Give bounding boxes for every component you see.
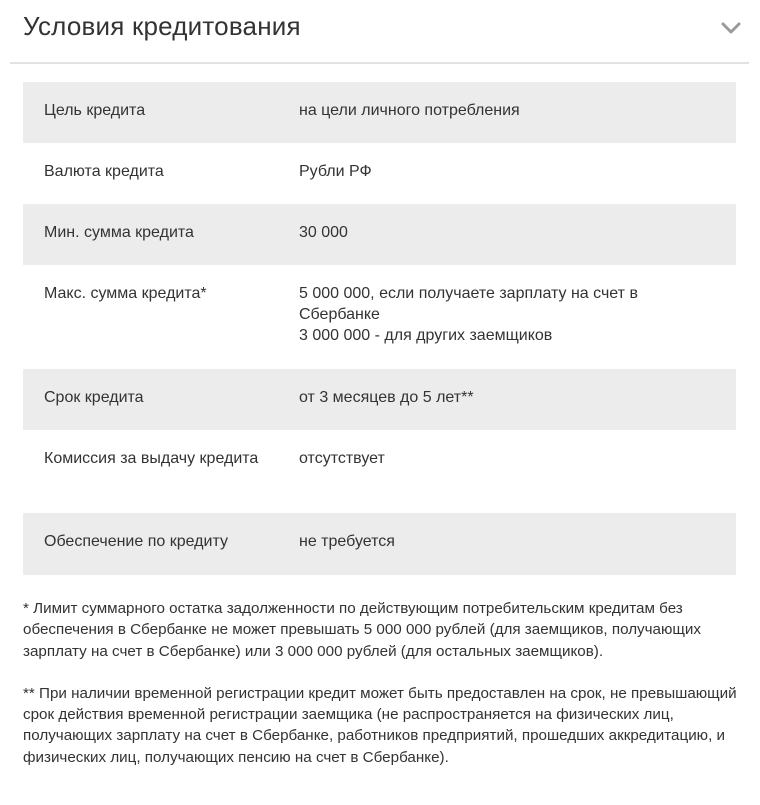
condition-value [299,448,719,469]
condition-value-line: 5 000 000, если получаете зарплату на счет в Сбербанке [299,285,638,323]
condition-row-term [23,369,736,430]
section-title: Условия кредитования [23,11,301,41]
condition-value [299,100,719,121]
condition-value [299,222,719,243]
chevron-down-icon[interactable] [721,20,741,36]
accordion-header[interactable] [10,0,749,64]
condition-label: Срок кредита [44,389,144,406]
footnotes [23,598,743,789]
condition-row-max-amount [23,265,736,369]
footnote-registration: ** При наличии временной регистрации кредит может быть предоставлен на срок, не превышающий срок действия временной регистрации заемщика (не распространяется на физических лиц, получающих зарплату на счет в Сбербанке, работников предприятий, прошедших аккредитацию, и физических лиц, получающих пенсию на счет в Сбербанке). [23,684,737,766]
condition-label: Цель кредита [44,102,146,119]
condition-row-purpose [23,82,736,143]
condition-value-line: Рубли РФ [299,163,372,180]
conditions-table [23,82,736,575]
condition-row-min-amount [23,204,736,265]
condition-value-line: от 3 месяцев до 5 лет** [299,389,474,406]
condition-value [299,161,719,182]
condition-label: Мин. сумма кредита [44,224,194,241]
condition-value-line: 3 000 000 - для других заемщиков [299,327,553,344]
condition-value [299,387,719,408]
condition-label: Валюта кредита [44,163,164,180]
condition-row-collateral [23,513,736,575]
condition-value-line: не требуется [299,533,395,550]
condition-value-line: на цели личного потребления [299,102,520,119]
condition-row-currency [23,143,736,204]
footnote-limit: * Лимит суммарного остатка задолженности по действующим потребительским кредитам без обеспечения в Сбербанке не может превышать 5 000 000 рублей (для заемщиков, получающих зарплату на счет в Сбербанке) или 3 000 000 рублей (для остальных заемщиков). [23,600,701,660]
condition-value [299,283,719,346]
condition-row-fee [23,430,736,513]
condition-label: Обеспечение по кредиту [44,533,228,550]
condition-label: Комиссия за выдачу кредита [44,450,259,467]
condition-label: Макс. сумма кредита* [44,285,207,302]
condition-value-line: 30 000 [299,224,348,241]
condition-value-line: отсутствует [299,450,385,467]
condition-value [299,531,719,552]
